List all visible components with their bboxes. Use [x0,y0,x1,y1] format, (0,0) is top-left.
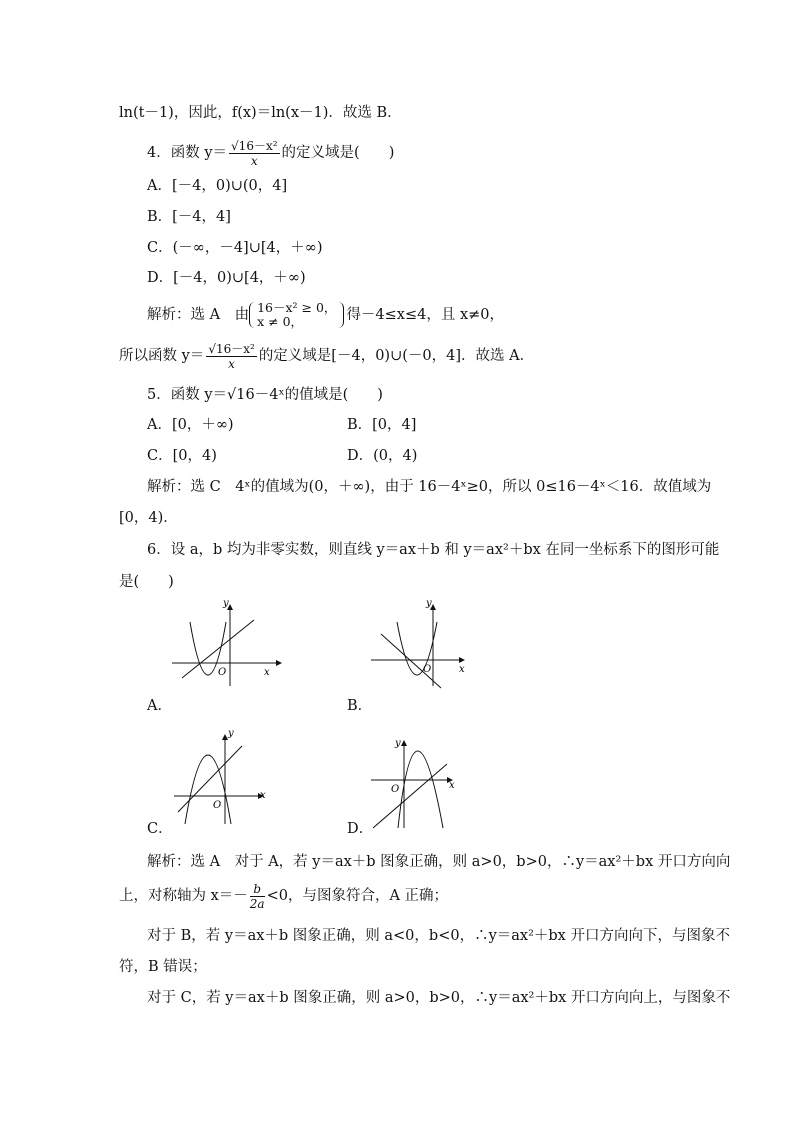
q5-solution-2: [0，4)． [119,510,178,526]
q4-sol2-prefix: 所以函数 y＝ [119,348,205,364]
q4-fraction-num: √16－x² [231,138,278,153]
q4-sol2-suffix: 的定义域是[－4，0)∪(－0，4]．故选 A． [258,348,535,364]
y-axis-label: y [395,738,401,749]
q4-prefix: 4．函数 y＝ [147,145,228,161]
graph-b [367,598,482,690]
q4-solution-2 [119,339,534,373]
q5-option-b: B．[0，4] [347,417,417,433]
graph-c-label: C． [147,821,173,837]
q4-fraction [229,139,280,168]
origin-label: O [423,664,432,675]
q6-sol2-prefix: 上，对称轴为 x＝－ [119,888,248,904]
q4-option-b: B．[－4，4] [147,209,231,225]
graph-b-label: B． [347,698,373,714]
q6-sol2-suffix: <0，与图象符合，A 正确； [266,888,449,904]
q5-option-c: C．[0，4) [147,448,217,464]
q4-option-a: A．[－4，0)∪(0，4] [147,178,288,194]
q5-option-d: D．(0，4) [347,448,418,464]
q6-solution-4: 符，B 错误； [119,959,207,975]
q6-sol2-fraction-num: b [250,882,265,897]
question-5: 5．函数 y＝√16－4ˣ的值域是( ) [147,387,383,403]
x-axis-label: x [264,667,270,678]
graph-a-label: A． [147,698,172,714]
graph-d-label: D． [347,821,374,837]
q5-option-a: A．[0，＋∞) [147,417,234,433]
y-axis-label: y [223,598,229,609]
origin-label: O [213,800,222,811]
q4-sol2-fraction-num: √16－x² [208,341,255,356]
graph-a [168,598,283,690]
x-axis-label: x [449,780,455,791]
question-4 [147,136,394,170]
q4-sol-prefix: 解析：选 A 由 [147,307,250,323]
origin-label: O [218,667,227,678]
question-6-line1: 6．设 a，b 均为非零实数，则直线 y＝ax＋b 和 y＝ax²＋bx 在同一坐标系下的图形可能 [147,542,720,558]
y-axis-label: y [426,598,432,609]
graph-d [367,734,477,834]
q6-solution-2 [119,876,448,916]
text-line: ln(t－1)，因此，f(x)＝ln(x－1)．故选 B． [119,105,402,121]
graph-c [168,726,278,826]
q4-fraction-den: x [250,153,258,168]
question-6-line2: 是( ) [119,574,174,590]
q4-sys-line2: x ≠ 0， [257,314,304,329]
q6-solution-5: 对于 C，若 y＝ax＋b 图象正确，则 a>0，b>0，∴y＝ax²＋bx 开口方向向上，与图象不 [147,990,731,1006]
x-axis-label: x [260,790,266,801]
q4-system [249,301,346,329]
q6-sol2-fraction-den: 2a [249,896,265,911]
y-axis-label: y [228,728,234,739]
q6-sol2-fraction [250,882,265,911]
q4-sol-suffix: 得－4≤x≤4，且 x≠0， [346,307,505,323]
q4-option-d: D．[－4，0)∪[4，＋∞) [147,270,306,286]
q5-solution-1: 解析：选 C 4ˣ的值域为(0，＋∞)，由于 16－4ˣ≥0，所以 0≤16－4ˣ＜16．故值域为 [147,479,712,495]
q6-solution-3: 对于 B，若 y＝ax＋b 图象正确，则 a<0，b<0，∴y＝ax²＋bx 开口方向向下，与图象不 [147,928,730,944]
q4-suffix: 的定义域是( ) [281,145,395,161]
x-axis-label: x [459,664,465,675]
q4-sol2-fraction-den: x [228,356,235,371]
q4-sys-line1: 16－x² ≥ 0， [257,300,337,315]
origin-label: O [391,784,400,795]
q4-solution [147,298,504,332]
q6-solution-1: 解析：选 A 对于 A，若 y＝ax＋b 图象正确，则 a>0，b>0，∴y＝ax²＋bx 开口方向向 [147,854,731,870]
q4-option-c: C．(－∞，－4]∪[4，＋∞) [147,240,323,256]
q4-sol2-fraction [206,342,257,371]
